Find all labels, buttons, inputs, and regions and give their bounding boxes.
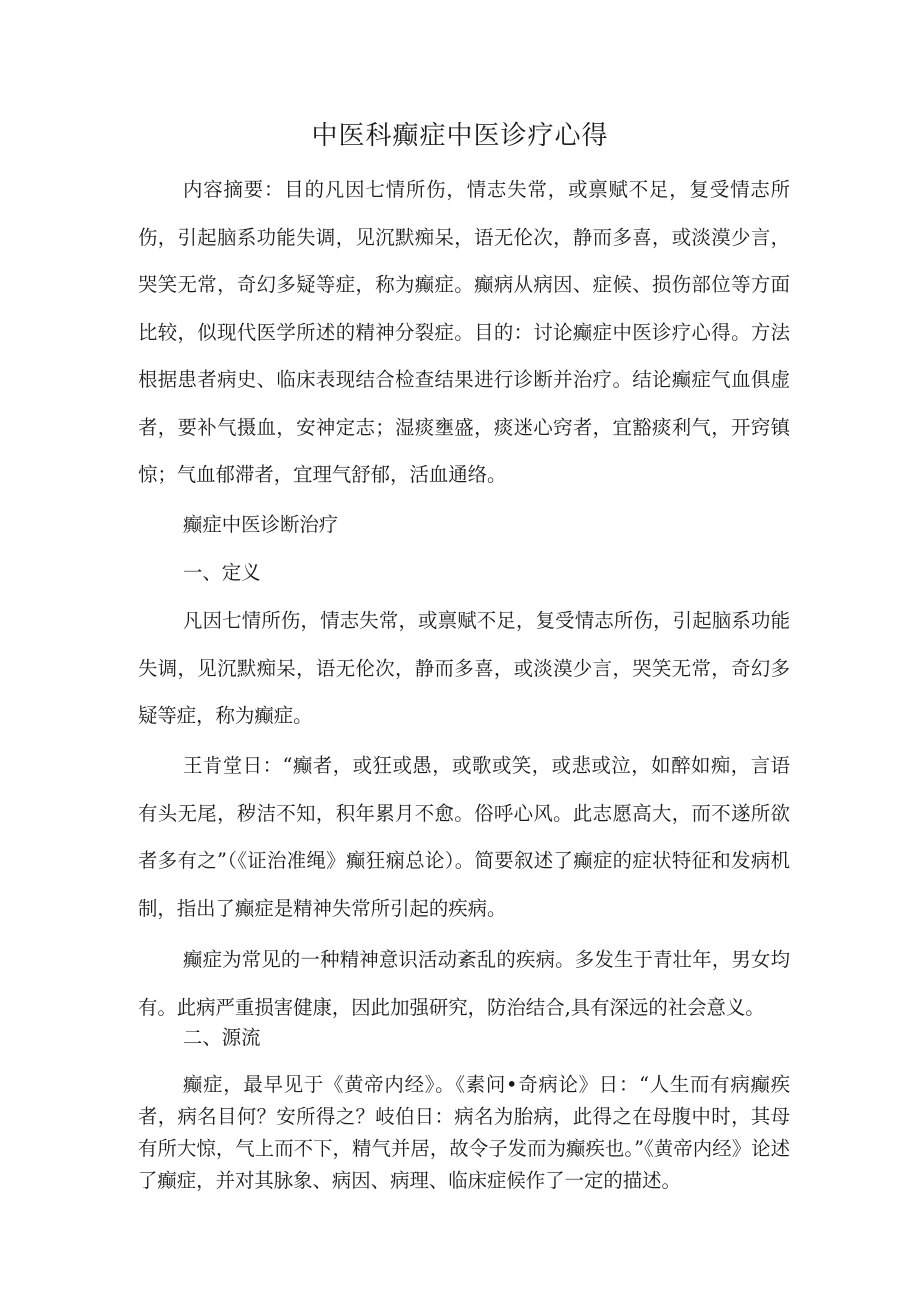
heading-definition: 一、定义	[183, 561, 261, 584]
origin-paragraph: 癫症，最早见于《黄帝内经》。《素问•奇病论》日：“人生而有病癫疾者，病名目何？安所得之？岐伯日：病名为胎病，此得之在母腹中时，其母有所大惊，气上而不下，精气并居，故令子发而为癫疾也。”《黄帝内经》论述了癫症，并对其脉象、病因、病理、临床症候作了一定的描述。	[138, 1073, 790, 1192]
common-paragraph: 癫症为常见的一种精神意识活动紊乱的疾病。多发生于青壮年，男女均有。此病严重损害健康，因此加强研究，防治结合,具有深远的社会意义。	[138, 948, 790, 1019]
document-title: 中医科癫症中医诊疗心得	[311, 121, 609, 151]
quote-paragraph: 王肯堂日：“癫者，或狂或愚，或歌或笑，或悲或泣，如醉如痴，言语有头无尾，秽洁不知，积年累月不愈。俗呼心风。此志愿高大，而不遂所欲者多有之”（《证治准绳》癫狂痫总论）。简要叙述了癫症的症状特征和发病机制，指出了癫症是精神失常所引起的疾病。	[138, 754, 790, 920]
section-heading: 癫症中医诊断治疗	[183, 513, 339, 536]
heading-origin: 二、源流	[183, 1026, 261, 1049]
definition-paragraph: 凡因七情所伤，情志失常，或禀赋不足，复受情志所伤，引起脑系功能失调，见沉默痴呆，语无伦次，静而多喜，或淡漠少言，哭笑无常，奇幻多疑等症，称为癫症。	[138, 609, 790, 727]
abstract-paragraph: 内容摘要：目的凡因七情所伤，情志失常，或禀赋不足，复受情志所伤，引起脑系功能失调，见沉默痴呆，语无伦次，静而多喜，或淡漠少言，哭笑无常，奇幻多疑等症，称为癫症。癫病从病因、症候、损伤部位等方面比较，似现代医学所述的精神分裂症。目的：讨论癫症中医诊疗心得。方法根据患者病史、临床表现结合检查结果进行诊断并治疗。结论癫症气血俱虚者，要补气摄血，安神定志；湿痰壅盛，痰迷心窍者，宜豁痰利气，开窍镇惊；气血郁滞者，宜理气舒郁，活血通络。	[138, 178, 790, 486]
